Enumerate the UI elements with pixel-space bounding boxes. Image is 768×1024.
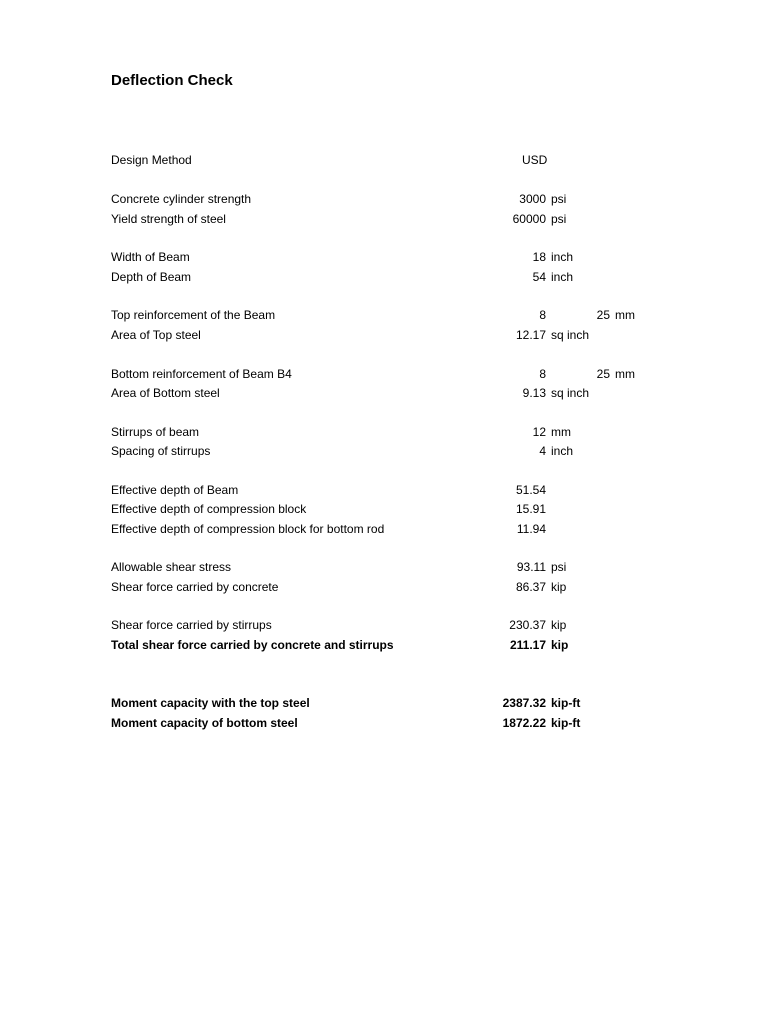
label-compression-block-bottom: Effective depth of compression block for bottom rod	[111, 522, 385, 536]
value-stirrups: 12	[532, 425, 546, 439]
value-total-shear: 211.17	[509, 638, 546, 652]
row-beam-depth	[0, 269, 768, 285]
label-stirrups: Stirrups of beam	[111, 425, 200, 439]
value-bottom-area: 9.13	[522, 386, 546, 400]
unit-beam-width: inch	[551, 250, 574, 264]
label-moment-bottom: Moment capacity of bottom steel	[111, 716, 298, 730]
unit-yield-strength: psi	[551, 212, 567, 226]
unit-bottom-area: sq inch	[551, 386, 590, 400]
unit-stirrups: mm	[551, 425, 571, 439]
row-compression-block	[0, 501, 768, 517]
unit-top-reinforcement-diameter: mm	[615, 308, 635, 322]
unit-shear-concrete: kip	[551, 580, 567, 594]
value-concrete-strength: 3000	[519, 192, 546, 206]
row-concrete-strength	[0, 191, 768, 207]
unit-top-area: sq inch	[551, 328, 590, 342]
value-top-area: 12.17	[515, 328, 546, 342]
unit-shear-stirrups: kip	[551, 618, 567, 632]
row-top-area	[0, 327, 768, 343]
value-moment-top: 2387.32	[502, 696, 546, 710]
row-design-method	[0, 152, 768, 168]
row-allowable-shear	[0, 559, 768, 575]
label-yield-strength: Yield strength of steel	[111, 212, 226, 226]
row-bottom-reinforcement	[0, 366, 768, 382]
value-bottom-reinforcement-count: 8	[539, 367, 546, 381]
unit-beam-depth: inch	[551, 270, 574, 284]
value-beam-depth: 54	[532, 270, 546, 284]
unit-allowable-shear: psi	[551, 560, 567, 574]
row-stirrups	[0, 424, 768, 440]
row-top-reinforcement	[0, 307, 768, 323]
unit-moment-bottom: kip-ft	[551, 716, 581, 730]
label-beam-depth: Depth of Beam	[111, 270, 192, 284]
value-stirrup-spacing: 4	[539, 444, 546, 458]
row-yield-strength	[0, 211, 768, 227]
label-bottom-reinforcement: Bottom reinforcement of Beam B4	[111, 367, 292, 381]
label-top-reinforcement: Top reinforcement of the Beam	[111, 308, 276, 322]
label-beam-width: Width of Beam	[111, 250, 190, 264]
label-effective-depth: Effective depth of Beam	[111, 483, 239, 497]
row-shear-stirrups	[0, 617, 768, 633]
unit-stirrup-spacing: inch	[551, 444, 574, 458]
page-title: Deflection Check	[111, 72, 233, 89]
row-moment-bottom	[0, 715, 768, 731]
value-compression-block-bottom: 11.94	[516, 522, 546, 536]
label-concrete-strength: Concrete cylinder strength	[111, 192, 252, 206]
value-shear-stirrups: 230.37	[509, 618, 546, 632]
label-allowable-shear: Allowable shear stress	[111, 560, 232, 574]
value-effective-depth: 51.54	[515, 483, 546, 497]
row-total-shear	[0, 637, 768, 653]
value-top-reinforcement-count: 8	[539, 308, 546, 322]
value-compression-block: 15.91	[515, 502, 546, 516]
value-shear-concrete: 86.37	[515, 580, 546, 594]
label-compression-block: Effective depth of compression block	[111, 502, 307, 516]
row-compression-block-bottom	[0, 521, 768, 537]
row-shear-concrete	[0, 579, 768, 595]
unit-total-shear: kip	[551, 638, 569, 652]
unit-concrete-strength: psi	[551, 192, 567, 206]
value-design-method: USD	[522, 153, 548, 167]
row-effective-depth	[0, 482, 768, 498]
label-shear-stirrups: Shear force carried by stirrups	[111, 618, 272, 632]
value-allowable-shear: 93.11	[516, 560, 546, 574]
row-stirrup-spacing	[0, 443, 768, 459]
unit-bottom-reinforcement-diameter: mm	[615, 367, 635, 381]
row-moment-top	[0, 695, 768, 711]
label-stirrup-spacing: Spacing of stirrups	[111, 444, 211, 458]
row-beam-width	[0, 249, 768, 265]
label-top-area: Area of Top steel	[111, 328, 201, 342]
value-top-reinforcement-diameter: 25	[596, 308, 610, 322]
label-design-method: Design Method	[111, 153, 192, 167]
value-yield-strength: 60000	[512, 212, 546, 226]
row-bottom-area	[0, 385, 768, 401]
label-shear-concrete: Shear force carried by concrete	[111, 580, 279, 594]
label-moment-top: Moment capacity with the top steel	[111, 696, 310, 710]
value-bottom-reinforcement-diameter: 25	[596, 367, 610, 381]
value-moment-bottom: 1872.22	[502, 716, 546, 730]
value-beam-width: 18	[532, 250, 546, 264]
unit-moment-top: kip-ft	[551, 696, 581, 710]
label-bottom-area: Area of Bottom steel	[111, 386, 220, 400]
label-total-shear: Total shear force carried by concrete and stirrups	[111, 638, 394, 652]
